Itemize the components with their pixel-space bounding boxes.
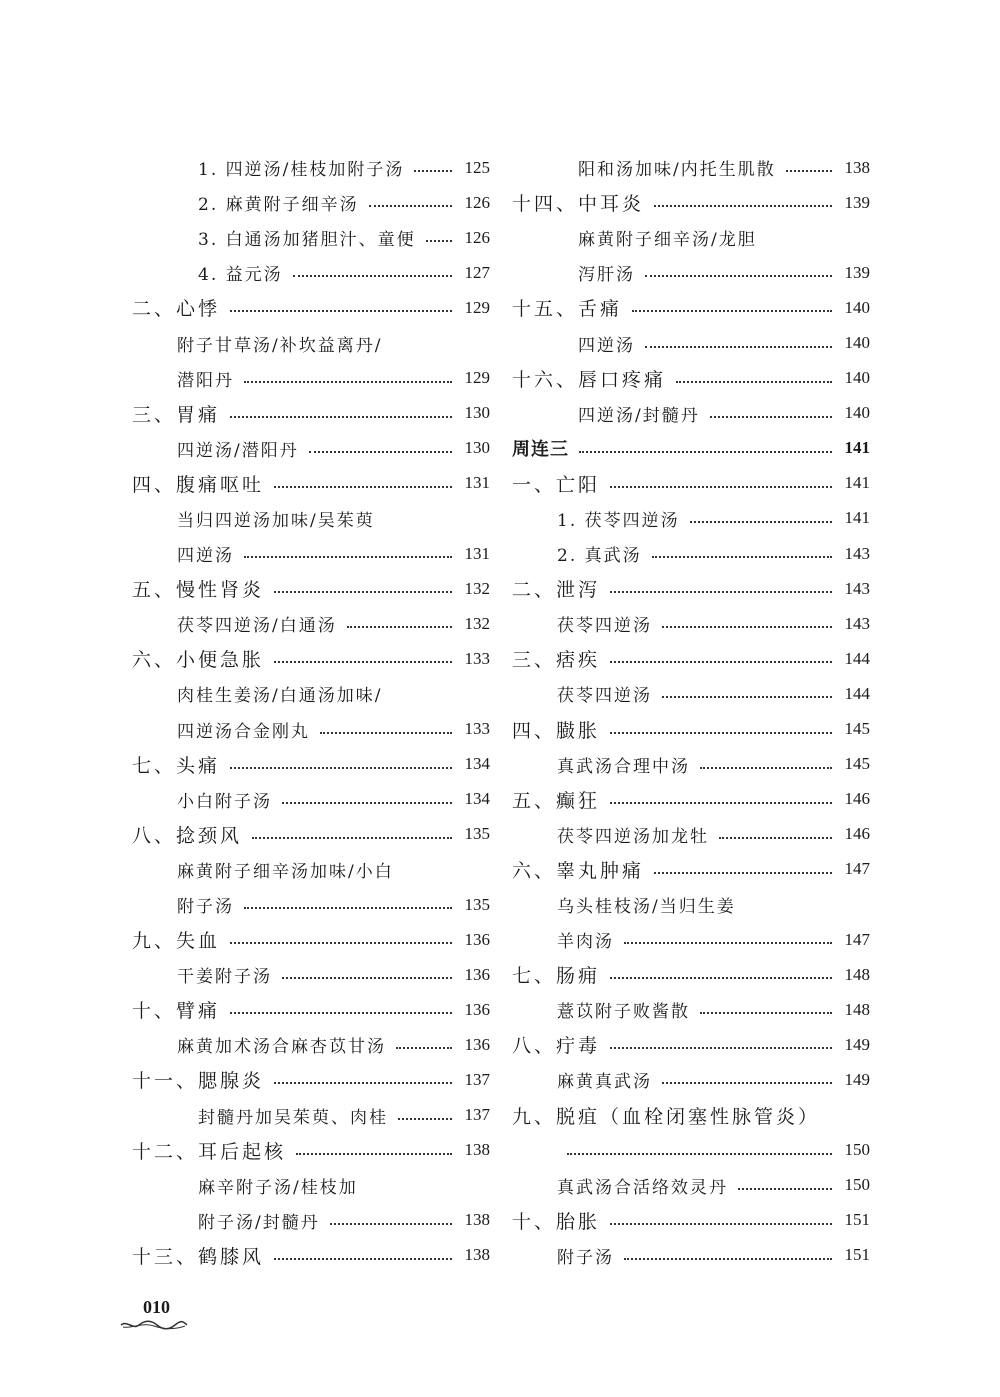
dot-leader	[396, 1046, 452, 1049]
toc-entry-title: 麻黄真武汤	[557, 1072, 652, 1093]
dot-leader	[645, 345, 832, 348]
toc-entry-title: 六、睾丸肿痛	[512, 859, 645, 882]
toc-page-number: 141	[844, 473, 870, 493]
toc-entry-row	[132, 1203, 490, 1238]
dot-leader	[624, 1257, 832, 1260]
toc-entry-title: 干姜附子汤	[177, 967, 272, 988]
toc-entry-row	[132, 852, 490, 887]
toc-heading-row	[512, 571, 870, 606]
dot-leader	[719, 836, 832, 839]
toc-entry-title: 茯苓四逆汤加龙牡	[557, 826, 709, 847]
toc-entry-title: 八、疔毒	[512, 1035, 601, 1058]
toc-page-number: 131	[464, 543, 490, 563]
toc-page-number: 145	[844, 719, 870, 739]
dot-leader	[347, 625, 452, 628]
dot-leader	[252, 836, 452, 839]
toc-entry-title: 五、癫狂	[512, 789, 601, 812]
dot-leader	[274, 1081, 452, 1084]
toc-page-number: 140	[844, 368, 870, 388]
dot-leader	[700, 1011, 832, 1014]
toc-entry-title: 当归四逆汤加味/吴茱萸	[177, 510, 375, 531]
toc-entry-title: 二、泄泻	[512, 579, 601, 602]
dot-leader	[296, 1152, 452, 1155]
toc-entry-row	[132, 606, 490, 641]
toc-entry-title: 十、胎胀	[512, 1210, 601, 1233]
toc-entry-title: 麻黄加术汤合麻杏苡甘汤	[177, 1037, 386, 1058]
toc-page-number: 133	[464, 719, 490, 739]
toc-entry-row	[512, 676, 870, 711]
toc-entry-title: 十、臂痛	[132, 1000, 221, 1023]
toc-entry-title: 泻肝汤	[578, 265, 635, 286]
toc-entry-row	[132, 501, 490, 536]
dot-leader	[230, 415, 452, 418]
toc-entry-title: 乌头桂枝汤/当归生姜	[557, 897, 736, 918]
toc-page-number: 134	[464, 754, 490, 774]
dot-leader	[244, 906, 452, 909]
toc-entry-title: 真武汤合活络效灵丹	[557, 1177, 728, 1198]
toc-entry-title: 九、失血	[132, 930, 221, 953]
toc-heading-row	[512, 957, 870, 992]
toc-entry-title: 麻辛附子汤/桂枝加	[198, 1177, 358, 1198]
dot-leader	[230, 309, 452, 312]
dot-leader	[654, 871, 832, 874]
dot-leader	[700, 766, 832, 769]
toc-heading-row	[132, 747, 490, 782]
toc-page-number: 149	[844, 1069, 870, 1089]
dot-leader	[414, 169, 452, 172]
toc-page-number: 145	[844, 754, 870, 774]
toc-page-number: 139	[844, 192, 870, 212]
toc-page-number: 132	[464, 578, 490, 598]
toc-page-number: 148	[844, 999, 870, 1019]
toc-entry-row	[512, 922, 870, 957]
toc-entry-title: 十五、舌痛	[512, 298, 623, 321]
toc-entry-row	[132, 325, 490, 360]
toc-page-number: 150	[844, 1175, 870, 1195]
toc-entry-row	[512, 606, 870, 641]
toc-entry-row	[132, 957, 490, 992]
toc-entry-row	[132, 676, 490, 711]
toc-heading-row	[132, 396, 490, 431]
page-number: 010	[143, 1297, 170, 1317]
toc-entry-title: 茯苓四逆汤	[557, 616, 652, 637]
toc-page-number: 140	[844, 333, 870, 353]
toc-page-number: 138	[464, 1245, 490, 1265]
toc-entry-title: 茯苓四逆汤	[557, 686, 652, 707]
dot-leader	[230, 1011, 452, 1014]
toc-entry-title: 附子甘草汤/补坎益离丹/	[177, 335, 383, 356]
toc-page-number: 130	[464, 403, 490, 423]
toc-entry-title: 三、痞疾	[512, 649, 601, 672]
toc-entry-row	[512, 255, 870, 290]
toc-left-column	[132, 150, 490, 1273]
toc-page-number: 138	[464, 1140, 490, 1160]
dot-leader	[645, 274, 832, 277]
toc-heading-row	[512, 1203, 870, 1238]
toc-entry-title: 潜阳丹	[177, 370, 234, 391]
dot-leader	[610, 590, 832, 593]
toc-page-number: 148	[844, 964, 870, 984]
dot-leader	[230, 941, 452, 944]
toc-entry-title: 四逆汤/潜阳丹	[177, 440, 299, 461]
toc-heading-row	[512, 361, 870, 396]
dot-leader	[282, 801, 452, 804]
dot-leader	[369, 204, 452, 207]
toc-entry-title: 真武汤合理中汤	[557, 756, 690, 777]
toc-entry-row	[512, 1238, 870, 1273]
toc-entry-title: 四逆汤/封髓丹	[578, 405, 700, 426]
toc-entry-title: 1. 茯苓四逆汤	[557, 510, 680, 531]
dot-leader	[244, 555, 452, 558]
toc-entry-title: 一、亡阳	[512, 473, 601, 496]
toc-entry-title: 茯苓四逆汤/白通汤	[177, 616, 337, 637]
dot-leader	[579, 450, 832, 453]
toc-entry-row	[512, 536, 870, 571]
dot-leader	[652, 555, 832, 558]
toc-entry-row	[132, 431, 490, 466]
toc-entry-row	[512, 501, 870, 536]
dot-leader	[610, 660, 832, 663]
toc-entry-title: 四、腹痛呕吐	[132, 473, 265, 496]
toc-page-number: 127	[464, 262, 490, 282]
toc-entry-title: 羊肉汤	[557, 932, 614, 953]
toc-page-number: 133	[464, 648, 490, 668]
dot-leader	[309, 450, 452, 453]
dot-leader	[662, 1081, 832, 1084]
toc-entry-row	[512, 150, 870, 185]
toc-entry-row	[512, 1062, 870, 1097]
toc-entry-row	[132, 1027, 490, 1062]
dot-leader	[426, 239, 452, 242]
toc-entry-title: 小白附子汤	[177, 791, 272, 812]
toc-page-number: 149	[844, 1034, 870, 1054]
dot-leader	[786, 169, 832, 172]
toc-entry-row	[512, 220, 870, 255]
toc-entry-row	[512, 1133, 870, 1168]
toc-entry-row	[132, 782, 490, 817]
toc-right-column	[512, 150, 870, 1273]
toc-page-number: 131	[464, 473, 490, 493]
toc-entry-row	[512, 1168, 870, 1203]
toc-page-number: 140	[844, 403, 870, 423]
toc-page-number: 144	[844, 683, 870, 703]
toc-entry-row	[512, 817, 870, 852]
toc-entry-row	[132, 1168, 490, 1203]
toc-page-number: 143	[844, 543, 870, 563]
toc-entry-title: 2. 真武汤	[557, 546, 642, 567]
toc-page-number: 136	[464, 999, 490, 1019]
dot-leader	[230, 766, 452, 769]
toc-entry-title: 五、慢性肾炎	[132, 579, 265, 602]
toc-heading-row	[132, 466, 490, 501]
toc-heading-row	[512, 1027, 870, 1062]
dot-leader	[690, 520, 832, 523]
toc-page-number: 136	[464, 929, 490, 949]
toc-entry-title: 四逆汤	[578, 335, 635, 356]
toc-page-number: 136	[464, 964, 490, 984]
toc-entry-row	[512, 325, 870, 360]
toc-page-number: 141	[844, 438, 870, 458]
dot-leader	[710, 415, 832, 418]
toc-entry-title: 九、脱疽（血栓闭塞性脉管炎）	[512, 1105, 821, 1128]
toc-entry-title: 四逆汤合金刚丸	[177, 721, 310, 742]
toc-entry-title: 十一、腮腺炎	[132, 1070, 265, 1093]
dot-leader	[610, 731, 832, 734]
dot-leader	[282, 976, 452, 979]
toc-page-number: 126	[464, 227, 490, 247]
dot-leader	[274, 660, 452, 663]
dot-leader	[610, 976, 832, 979]
toc-entry-row	[132, 887, 490, 922]
toc-heading-row	[512, 782, 870, 817]
toc-page-number: 132	[464, 613, 490, 633]
dot-leader	[654, 204, 832, 207]
toc-heading-row	[512, 466, 870, 501]
toc-entry-title: 七、肠痈	[512, 965, 601, 988]
toc-page-number: 130	[464, 438, 490, 458]
toc-entry-row	[132, 220, 490, 255]
dot-leader	[632, 309, 832, 312]
toc-entry-row	[132, 1098, 490, 1133]
toc-entry-title: 2. 麻黄附子细辛汤	[198, 195, 359, 216]
toc-heading-row	[132, 571, 490, 606]
toc-heading-row	[132, 817, 490, 852]
toc-entry-title: 麻黄附子细辛汤加味/小白	[177, 861, 394, 882]
toc-entry-title: 七、头痛	[132, 754, 221, 777]
toc-page-number: 147	[844, 929, 870, 949]
toc-entry-title: 麻黄附子细辛汤/龙胆	[578, 230, 757, 251]
toc-heading-row	[132, 641, 490, 676]
dot-leader	[293, 274, 452, 277]
toc-entry-title: 十二、耳后起核	[132, 1140, 287, 1163]
toc-page-number: 139	[844, 262, 870, 282]
dot-leader	[662, 695, 832, 698]
toc-entry-title: 二、心悸	[132, 298, 221, 321]
toc-page-number: 129	[464, 297, 490, 317]
toc-entry-title: 肉桂生姜汤/白通汤加味/	[177, 686, 383, 707]
dot-leader	[610, 1046, 832, 1049]
toc-entry-title: 十三、鹤膝风	[132, 1245, 265, 1268]
toc-heading-row	[512, 185, 870, 220]
dot-leader	[662, 625, 832, 628]
toc-entry-row	[512, 396, 870, 431]
toc-heading-row	[512, 641, 870, 676]
toc-entry-row	[512, 887, 870, 922]
toc-page-number: 140	[844, 297, 870, 317]
toc-entry-title: 四逆汤	[177, 546, 234, 567]
toc-heading-row	[512, 1098, 870, 1133]
toc-page-number: 146	[844, 789, 870, 809]
toc-page-number: 138	[844, 157, 870, 177]
toc-heading-row	[132, 922, 490, 957]
dot-leader	[610, 801, 832, 804]
toc-entry-row	[132, 361, 490, 396]
toc-heading-row	[512, 431, 870, 466]
toc-entry-title: 附子汤	[557, 1247, 614, 1268]
toc-page-number: 137	[464, 1105, 490, 1125]
toc-entry-row	[132, 185, 490, 220]
toc-page-number: 151	[844, 1210, 870, 1230]
toc-page-number: 135	[464, 824, 490, 844]
dot-leader	[274, 485, 452, 488]
toc-entry-row	[512, 992, 870, 1027]
toc-entry-title: 十六、唇口疼痛	[512, 368, 667, 391]
toc-page-number: 146	[844, 824, 870, 844]
toc-page-number: 143	[844, 578, 870, 598]
toc-heading-row	[512, 712, 870, 747]
toc-entry-title: 四、臌胀	[512, 719, 601, 742]
dot-leader	[738, 1187, 832, 1190]
toc-heading-row	[132, 1133, 490, 1168]
toc-entry-title: 十四、中耳炎	[512, 193, 645, 216]
dot-leader	[398, 1117, 452, 1120]
toc-page-number: 144	[844, 648, 870, 668]
toc-entry-title: 1. 四逆汤/桂枝加附子汤	[198, 160, 405, 181]
toc-entry-row	[132, 150, 490, 185]
dot-leader	[610, 485, 832, 488]
dot-leader	[330, 1222, 452, 1225]
toc-entry-title: 附子汤/封髓丹	[198, 1212, 320, 1233]
toc-entry-title: 3. 白通汤加猪胆汁、童便	[198, 230, 416, 251]
toc-page-number: 134	[464, 789, 490, 809]
toc-heading-row	[512, 852, 870, 887]
toc-entry-title: 周连三	[512, 439, 569, 461]
toc-entry-title: 薏苡附子败酱散	[557, 1002, 690, 1023]
toc-heading-row	[132, 290, 490, 325]
toc-entry-title: 六、小便急胀	[132, 649, 265, 672]
toc-page-number: 126	[464, 192, 490, 212]
toc-heading-row	[512, 290, 870, 325]
toc-page-number: 150	[844, 1140, 870, 1160]
toc-page-number: 129	[464, 368, 490, 388]
toc-entry-row	[132, 712, 490, 747]
toc-entry-title: 附子汤	[177, 897, 234, 918]
dot-leader	[676, 380, 832, 383]
dot-leader	[244, 380, 452, 383]
toc-entry-row	[512, 747, 870, 782]
toc-entry-title: 封髓丹加吴茱萸、肉桂	[198, 1107, 388, 1128]
toc-entry-title: 阳和汤加味/内托生肌散	[578, 160, 776, 181]
toc-page-number: 147	[844, 859, 870, 879]
toc-page-number: 141	[844, 508, 870, 528]
dot-leader	[610, 1222, 832, 1225]
toc-page-number: 138	[464, 1210, 490, 1230]
toc-heading-row	[132, 1238, 490, 1273]
dot-leader	[320, 731, 452, 734]
dot-leader	[274, 590, 452, 593]
footer-ornament	[119, 1320, 189, 1330]
toc-heading-row	[132, 992, 490, 1027]
dot-leader	[624, 941, 832, 944]
dot-leader	[274, 1257, 452, 1260]
toc-page-number: 125	[464, 157, 490, 177]
toc-heading-row	[132, 1062, 490, 1097]
toc-page-number: 137	[464, 1069, 490, 1089]
toc-entry-row	[132, 255, 490, 290]
toc-page-number: 136	[464, 1034, 490, 1054]
toc-entry-title: 4. 益元汤	[198, 265, 283, 286]
toc-entry-title: 八、捻颈风	[132, 824, 243, 847]
toc-entry-title: 三、胃痛	[132, 403, 221, 426]
toc-page-number: 143	[844, 613, 870, 633]
toc-entry-row	[132, 536, 490, 571]
toc-page-number: 135	[464, 894, 490, 914]
toc-page-number: 151	[844, 1245, 870, 1265]
dot-leader	[567, 1152, 832, 1155]
